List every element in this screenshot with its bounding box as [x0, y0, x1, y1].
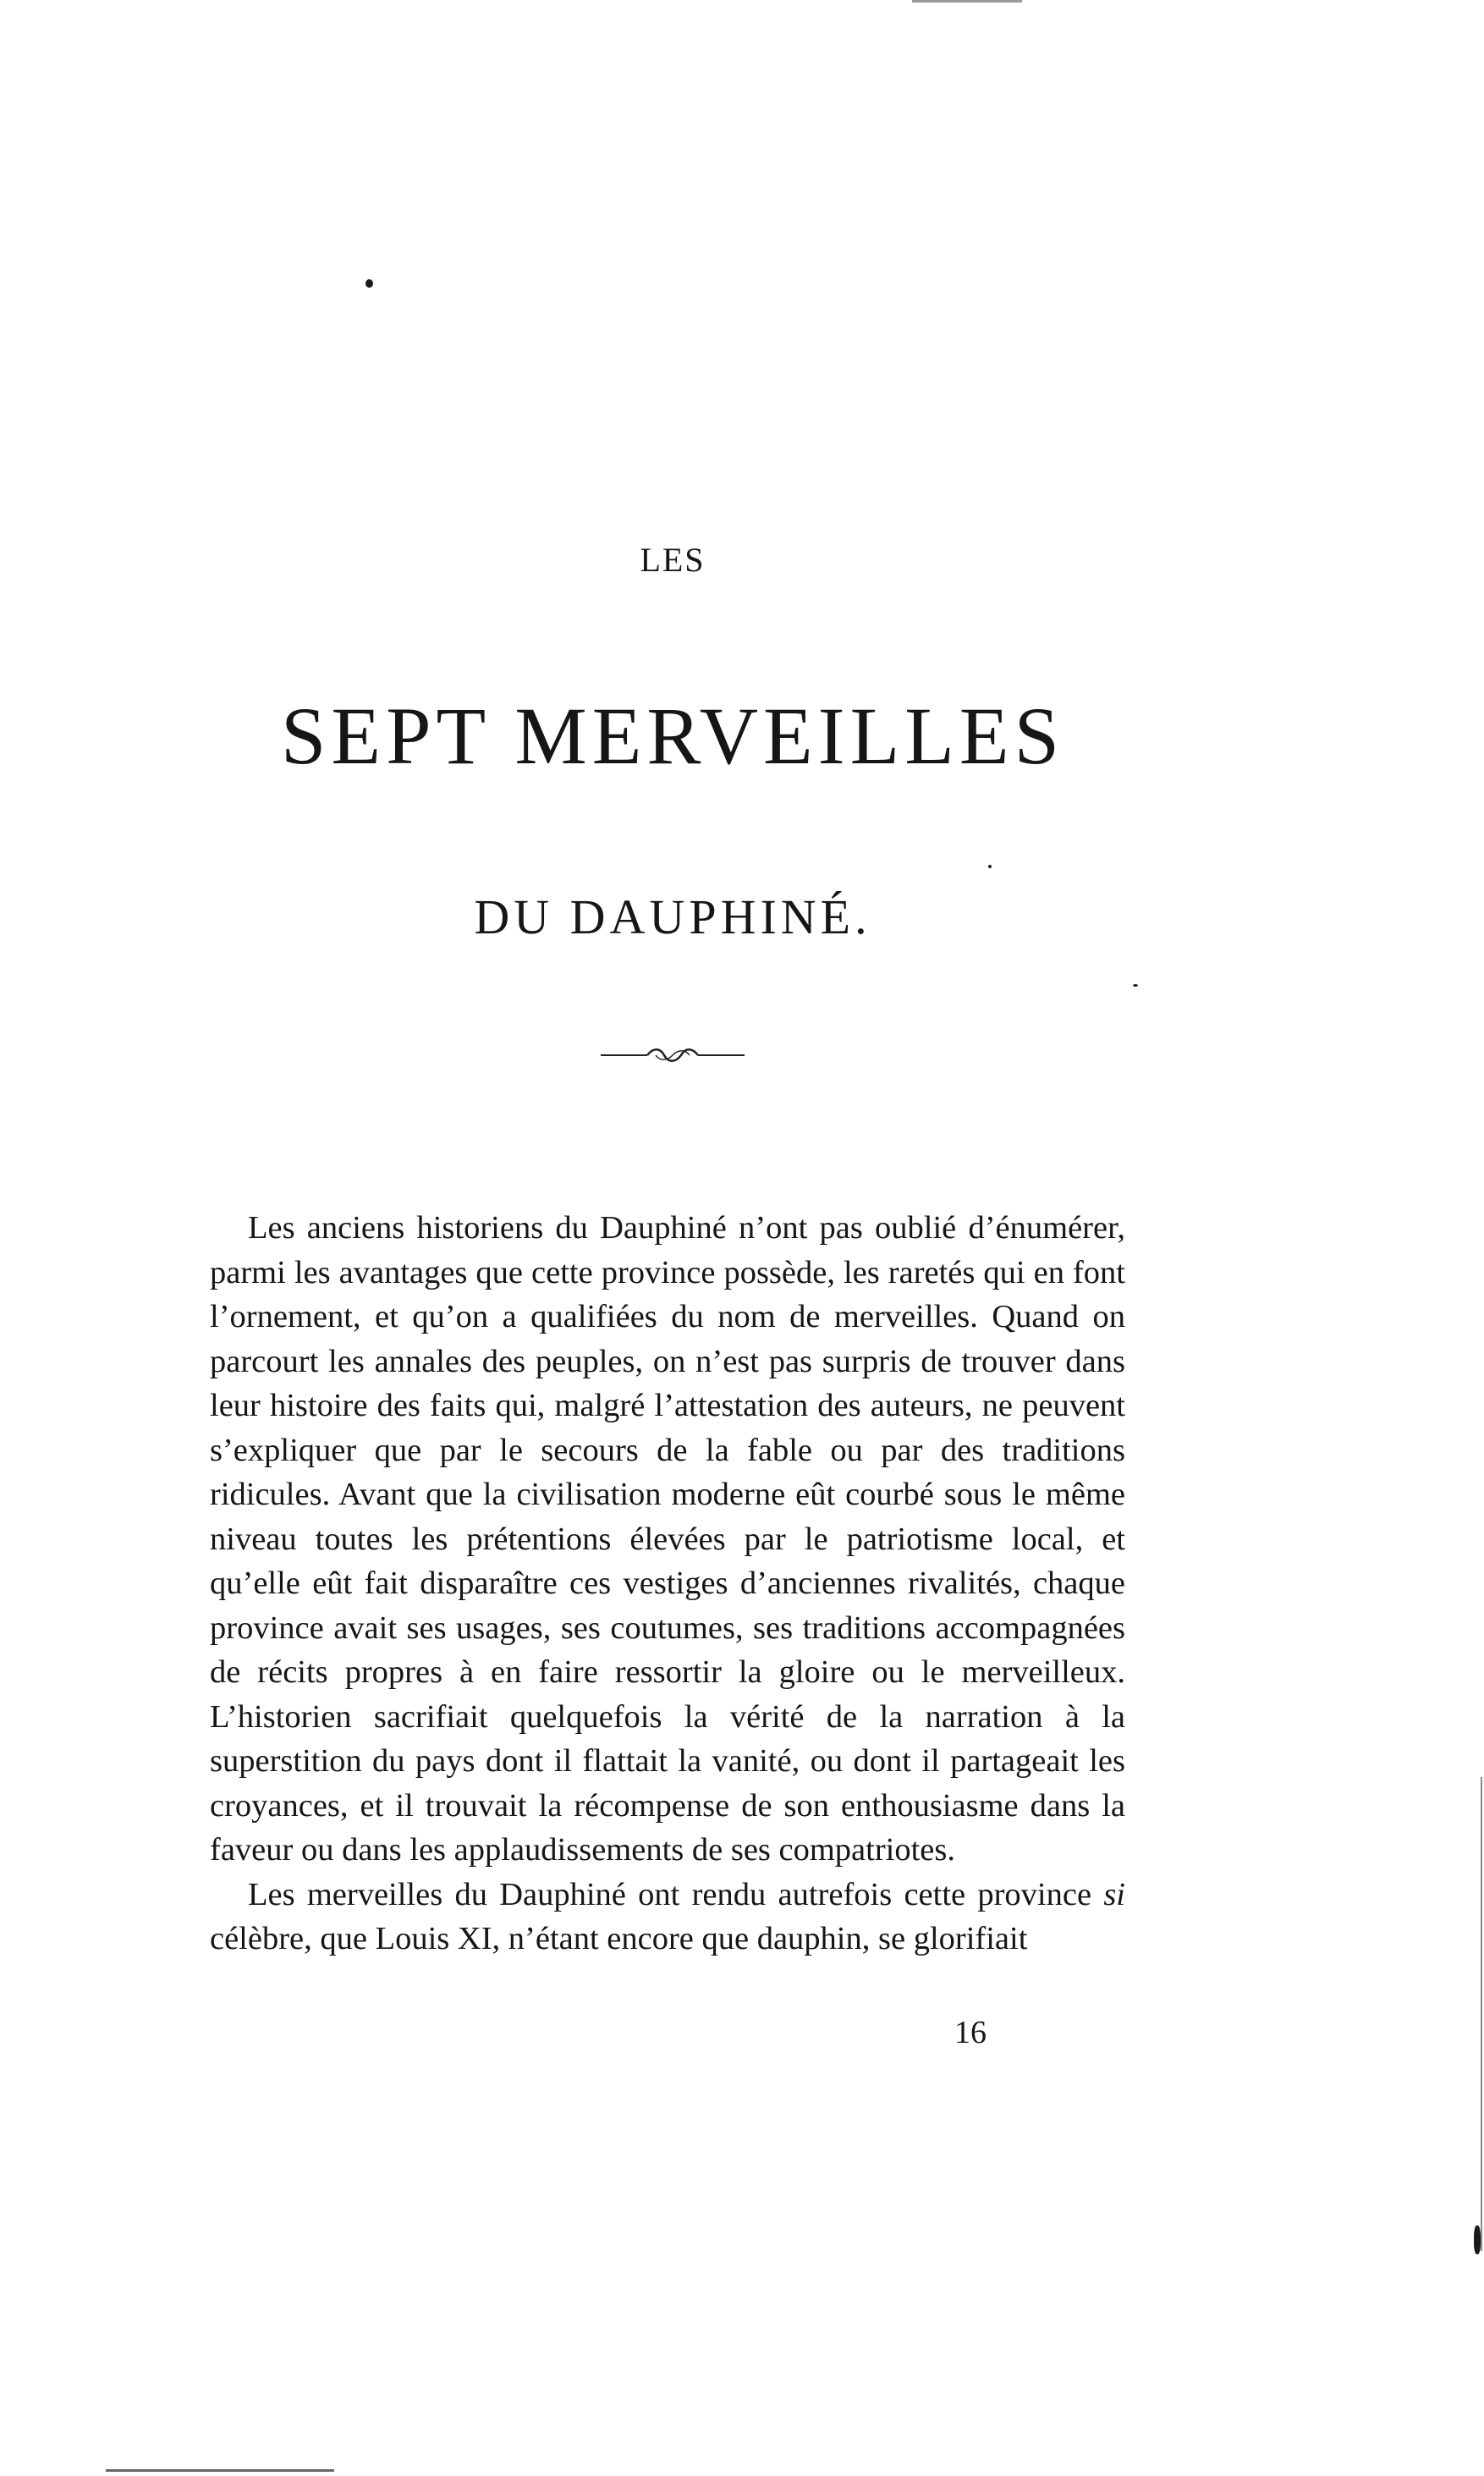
scan-speck [1474, 2226, 1481, 2254]
fleuron-divider-icon [601, 1043, 745, 1068]
paragraph [210, 1873, 1125, 1962]
page-number: 16 [954, 2015, 987, 2050]
scan-speck [1133, 984, 1138, 987]
sub-title: DU DAUPHINÉ. [474, 889, 871, 944]
paragraph-text: Les merveilles du Dauphiné ont rendu autrefois cette province [248, 1876, 1104, 1912]
body-text [210, 1206, 1125, 1962]
scan-edge-mark [106, 2469, 334, 2472]
scan-speck [988, 865, 992, 868]
pre-title: LES [640, 541, 706, 579]
scan-edge-mark [1481, 1777, 1482, 2251]
scan-speck [366, 279, 373, 288]
paragraph: Les anciens historiens du Dauphiné n’ont pas oublié d’énumérer, parmi les avantages que cette province possède, les raretés qui en font l’ornement, et qu’on a qualifiées du nom de merveilles. Quand on parcourt les annales des peuples, on n’est pas surpris de trouver dans leur histoire des faits qui, malgré l’attestation des auteurs, ne peuvent s’expliquer que par le secours de la fable ou par des traditions ridicules. Avant que la civilisation moderne eût courbé sous le même niveau toutes les prétentions élevées par le patriotisme local, et qu’elle eût fait disparaître ces vestiges d’anciennes rivalités, chaque province avait ses usages, ses coutumes, ses traditions accompagnées de récits propres à en faire ressortir la gloire ou le merveilleux. L’historien sacrifiait quelquefois la vérité de la narration à la superstition du pays dont il flattait la vanité, ou dont il partageait les croyances, et il trouvait la récompense de son enthousiasme dans la faveur ou dans les applaudissements de ses compatriotes. [210, 1210, 1125, 1868]
paragraph-text: célèbre, que Louis XI, n’étant encore que dauphin, se glorifiait [210, 1921, 1028, 1956]
italic-word: si [1103, 1876, 1125, 1912]
page-title: SEPT MERVEILLES [281, 691, 1064, 781]
scan-edge-mark [912, 0, 1022, 3]
